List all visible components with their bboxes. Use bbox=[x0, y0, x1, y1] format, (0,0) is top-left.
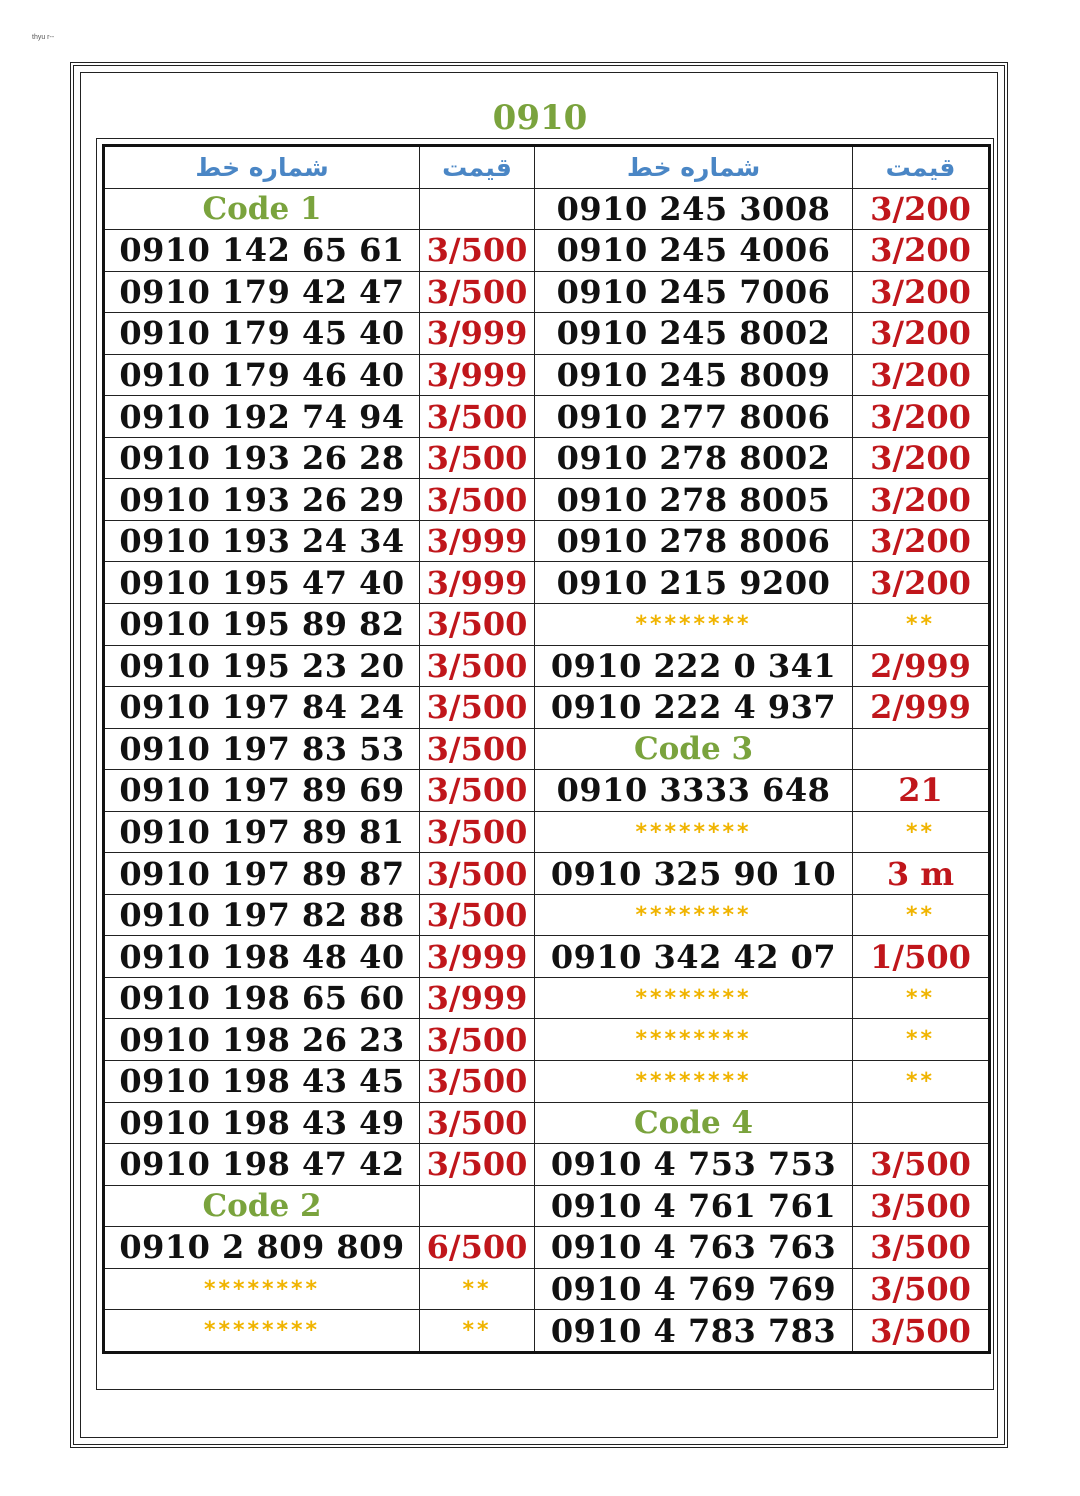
price-left: 3/999 bbox=[420, 313, 535, 355]
table-row bbox=[104, 1102, 990, 1144]
line-number-left: 0910 193 24 34 bbox=[104, 520, 420, 562]
price-right: 3/200 bbox=[853, 562, 990, 604]
line-number-right: 0910 215 9200 bbox=[535, 562, 853, 604]
price-left: 3/500 bbox=[420, 479, 535, 521]
price-right: 2/999 bbox=[853, 645, 990, 687]
price-right: 3/500 bbox=[853, 1227, 990, 1269]
table-row bbox=[104, 479, 990, 521]
price-right: ** bbox=[853, 811, 990, 853]
table-row bbox=[104, 562, 990, 604]
table-row bbox=[104, 1061, 990, 1103]
line-number-right: 0910 4 763 763 bbox=[535, 1227, 853, 1269]
price-left: 3/500 bbox=[420, 645, 535, 687]
table-row bbox=[104, 936, 990, 978]
price-left: 3/500 bbox=[420, 1061, 535, 1103]
line-number-right: ******** bbox=[535, 1061, 853, 1103]
price-left: ** bbox=[420, 1268, 535, 1310]
table-row bbox=[104, 1227, 990, 1269]
price-right: 3/500 bbox=[853, 1268, 990, 1310]
line-number-right: 0910 245 8009 bbox=[535, 354, 853, 396]
price-right: ** bbox=[853, 1061, 990, 1103]
line-number-right: 0910 325 90 10 bbox=[535, 853, 853, 895]
table-row bbox=[104, 271, 990, 313]
page-title: 0910 bbox=[492, 98, 588, 138]
line-number-right: 0910 222 0 341 bbox=[535, 645, 853, 687]
table-row bbox=[104, 728, 990, 770]
line-number-left: 0910 193 26 28 bbox=[104, 437, 420, 479]
price-right: 3/200 bbox=[853, 520, 990, 562]
table-row bbox=[104, 687, 990, 729]
price-left: 3/500 bbox=[420, 230, 535, 272]
price-left: 3/500 bbox=[420, 853, 535, 895]
line-number-left: 0910 197 89 81 bbox=[104, 811, 420, 853]
price-left: ** bbox=[420, 1310, 535, 1353]
line-number-right: 0910 4 783 783 bbox=[535, 1310, 853, 1353]
price-left: 3/999 bbox=[420, 977, 535, 1019]
price-left: 3/500 bbox=[420, 728, 535, 770]
price-right: 3/200 bbox=[853, 354, 990, 396]
table-row bbox=[104, 313, 990, 355]
price-left: 3/500 bbox=[420, 604, 535, 646]
table-row bbox=[104, 188, 990, 230]
price-right: 3/500 bbox=[853, 1310, 990, 1353]
line-number-right: Code 3 bbox=[535, 728, 853, 770]
price-right: 3/200 bbox=[853, 437, 990, 479]
price-right: 3/200 bbox=[853, 479, 990, 521]
line-number-left: 0910 142 65 61 bbox=[104, 230, 420, 272]
price-right: 3/200 bbox=[853, 188, 990, 230]
price-right: 3/500 bbox=[853, 1144, 990, 1186]
price-left: 3/999 bbox=[420, 562, 535, 604]
table-row bbox=[104, 1268, 990, 1310]
line-number-left: 0910 198 26 23 bbox=[104, 1019, 420, 1061]
price-right: 3/500 bbox=[853, 1185, 990, 1227]
line-number-right: 0910 222 4 937 bbox=[535, 687, 853, 729]
price-left: 3/500 bbox=[420, 894, 535, 936]
price-left: 3/999 bbox=[420, 936, 535, 978]
line-number-right: 0910 278 8005 bbox=[535, 479, 853, 521]
line-number-left: ******** bbox=[104, 1310, 420, 1353]
header-line-number-left: شماره خط bbox=[104, 146, 420, 189]
line-number-left: 0910 198 48 40 bbox=[104, 936, 420, 978]
price-left: 3/500 bbox=[420, 811, 535, 853]
table-row bbox=[104, 1185, 990, 1227]
line-number-right: 0910 4 769 769 bbox=[535, 1268, 853, 1310]
line-number-left: 0910 198 43 49 bbox=[104, 1102, 420, 1144]
line-number-right: Code 4 bbox=[535, 1102, 853, 1144]
line-number-right: 0910 278 8006 bbox=[535, 520, 853, 562]
line-number-left: 0910 195 47 40 bbox=[104, 562, 420, 604]
table-row bbox=[104, 811, 990, 853]
line-number-left: 0910 197 82 88 bbox=[104, 894, 420, 936]
line-number-right: 0910 3333 648 bbox=[535, 770, 853, 812]
price-right: ** bbox=[853, 977, 990, 1019]
price-right: ** bbox=[853, 604, 990, 646]
line-number-left: Code 1 bbox=[104, 188, 420, 230]
header-price-left: قیمت bbox=[420, 146, 535, 189]
line-number-right: 0910 342 42 07 bbox=[535, 936, 853, 978]
price-left bbox=[420, 188, 535, 230]
line-number-left: Code 2 bbox=[104, 1185, 420, 1227]
price-left: 3/999 bbox=[420, 520, 535, 562]
line-number-left: 0910 197 84 24 bbox=[104, 687, 420, 729]
line-number-right: 0910 4 753 753 bbox=[535, 1144, 853, 1186]
line-number-right: ******** bbox=[535, 1019, 853, 1061]
table-row bbox=[104, 770, 990, 812]
table-row bbox=[104, 1310, 990, 1353]
price-right bbox=[853, 728, 990, 770]
line-number-left: 0910 192 74 94 bbox=[104, 396, 420, 438]
line-number-left: 0910 195 23 20 bbox=[104, 645, 420, 687]
line-number-left: 0910 197 89 69 bbox=[104, 770, 420, 812]
table-row bbox=[104, 977, 990, 1019]
line-number-right: 0910 245 8002 bbox=[535, 313, 853, 355]
price-left: 3/500 bbox=[420, 437, 535, 479]
header-line-number-right: شماره خط bbox=[535, 146, 853, 189]
line-number-left: 0910 197 83 53 bbox=[104, 728, 420, 770]
price-left: 3/500 bbox=[420, 1144, 535, 1186]
line-number-left: 0910 179 46 40 bbox=[104, 354, 420, 396]
price-left: 6/500 bbox=[420, 1227, 535, 1269]
line-number-right: ******** bbox=[535, 894, 853, 936]
price-left: 3/500 bbox=[420, 687, 535, 729]
line-number-left: 0910 193 26 29 bbox=[104, 479, 420, 521]
price-right bbox=[853, 1102, 990, 1144]
price-right: 3/200 bbox=[853, 313, 990, 355]
line-number-left: 0910 2 809 809 bbox=[104, 1227, 420, 1269]
line-number-left: 0910 197 89 87 bbox=[104, 853, 420, 895]
price-left: 3/500 bbox=[420, 770, 535, 812]
table-row bbox=[104, 354, 990, 396]
table-row bbox=[104, 604, 990, 646]
table-row bbox=[104, 1144, 990, 1186]
line-number-left: 0910 179 42 47 bbox=[104, 271, 420, 313]
price-right: 3/200 bbox=[853, 396, 990, 438]
corner-mark-text: thyu r-- bbox=[32, 34, 55, 41]
line-number-left: 0910 198 65 60 bbox=[104, 977, 420, 1019]
table-row bbox=[104, 645, 990, 687]
table-row bbox=[104, 1019, 990, 1061]
price-right: 1/500 bbox=[853, 936, 990, 978]
table-row bbox=[104, 230, 990, 272]
line-number-right: ******** bbox=[535, 604, 853, 646]
price-right: 2/999 bbox=[853, 687, 990, 729]
price-right: ** bbox=[853, 1019, 990, 1061]
line-number-right: 0910 245 4006 bbox=[535, 230, 853, 272]
line-number-left: ******** bbox=[104, 1268, 420, 1310]
line-number-left: 0910 195 89 82 bbox=[104, 604, 420, 646]
phone-number-price-table bbox=[102, 144, 991, 1354]
price-left bbox=[420, 1185, 535, 1227]
line-number-right: ******** bbox=[535, 811, 853, 853]
price-right: ** bbox=[853, 894, 990, 936]
price-left: 3/500 bbox=[420, 1019, 535, 1061]
table-header-row bbox=[104, 146, 990, 189]
price-right: 3/200 bbox=[853, 230, 990, 272]
line-number-left: 0910 198 43 45 bbox=[104, 1061, 420, 1103]
table-row bbox=[104, 894, 990, 936]
table-row bbox=[104, 437, 990, 479]
line-number-right: 0910 245 3008 bbox=[535, 188, 853, 230]
line-number-right: 0910 245 7006 bbox=[535, 271, 853, 313]
price-right: 3 m bbox=[853, 853, 990, 895]
price-left: 3/500 bbox=[420, 1102, 535, 1144]
line-number-right: 0910 278 8002 bbox=[535, 437, 853, 479]
line-number-left: 0910 198 47 42 bbox=[104, 1144, 420, 1186]
price-right: 21 bbox=[853, 770, 990, 812]
line-number-right: 0910 4 761 761 bbox=[535, 1185, 853, 1227]
price-left: 3/500 bbox=[420, 396, 535, 438]
price-left: 3/500 bbox=[420, 271, 535, 313]
line-number-right: ******** bbox=[535, 977, 853, 1019]
line-number-right: 0910 277 8006 bbox=[535, 396, 853, 438]
table-row bbox=[104, 853, 990, 895]
table-row bbox=[104, 396, 990, 438]
header-price-right: قیمت bbox=[853, 146, 990, 189]
table-row bbox=[104, 520, 990, 562]
line-number-left: 0910 179 45 40 bbox=[104, 313, 420, 355]
price-left: 3/999 bbox=[420, 354, 535, 396]
price-right: 3/200 bbox=[853, 271, 990, 313]
